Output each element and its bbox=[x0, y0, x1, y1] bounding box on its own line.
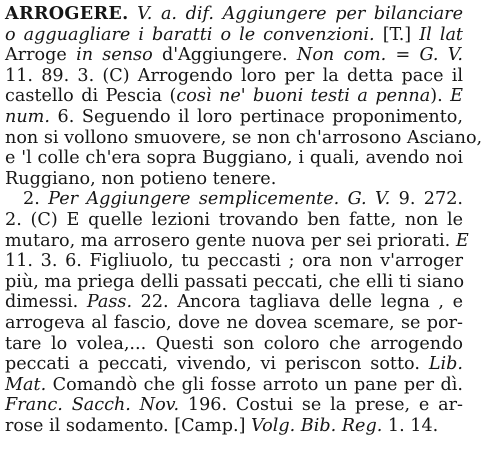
entry-text: peccati a peccati, vivendo, vi periscon sotto. bbox=[5, 354, 429, 375]
italic-text: Volg. Bib. Reg. bbox=[251, 415, 383, 436]
entry-text: 1. 14. bbox=[382, 415, 439, 436]
headword: ARROGERE. bbox=[5, 3, 129, 24]
entry-text: Arroge bbox=[5, 45, 77, 66]
entry-line bbox=[5, 127, 482, 149]
entry-line bbox=[5, 45, 463, 66]
entry-text: 2. (C) E quelle lezioni trovando ben fatte, non le bbox=[5, 209, 463, 230]
italic-text: così ne' buoni testi a penna bbox=[176, 86, 431, 107]
entry-line bbox=[5, 86, 463, 107]
entry-line bbox=[5, 375, 463, 396]
italic-text: G. V. bbox=[419, 45, 463, 66]
entry-line bbox=[5, 66, 463, 87]
entry-text: più, ma priega delli passati peccati, che elli ti siano bbox=[5, 271, 465, 292]
entry-line bbox=[5, 25, 463, 46]
entry-text: 6. Seguendo il loro pertinace proponimento, bbox=[49, 106, 463, 127]
entry-line bbox=[5, 107, 463, 128]
entry-text: e 'l colle ch'era sopra Buggiano, i quali, avendo noi bbox=[5, 148, 463, 169]
entry-text: non si vollono smuovere, se non ch'arrosono Asciano, bbox=[5, 127, 482, 148]
entry-line bbox=[5, 210, 463, 231]
entry-text: 9. 272. bbox=[390, 189, 463, 210]
entry-text: 11. 89. 3. (C) Arrogendo loro per la detta pace il bbox=[5, 65, 463, 86]
entry-line bbox=[5, 272, 463, 293]
entry-text: ). bbox=[430, 86, 451, 107]
italic-text: Per Aggiungere semplicemente. G. V. bbox=[48, 189, 391, 210]
entry-text: 22. Ancora tagliava delle legna , e bbox=[132, 292, 463, 313]
entry-text: mutaro, ma arrosero gente nuova per sei priorati. bbox=[5, 230, 456, 251]
entry-line bbox=[5, 169, 463, 190]
italic-text: Il lat bbox=[419, 24, 464, 45]
italic-text: in senso bbox=[76, 45, 153, 66]
entry-text: 196. Costui se la prese, e ar- bbox=[179, 395, 463, 416]
italic-text: E bbox=[455, 230, 469, 251]
entry-text: arrogeva al fascio, dove ne dovea scemare, se por- bbox=[5, 312, 463, 333]
entry-text: 11. 3. 6. Figliuolo, tu peccasti ; ora non v'arroger bbox=[5, 251, 463, 272]
italic-text: Non com. bbox=[296, 45, 387, 66]
entry-line bbox=[5, 189, 463, 210]
entry-line bbox=[5, 395, 463, 416]
entry-text: tare lo volea,... Questi son coloro che arrogendo bbox=[5, 333, 463, 354]
entry-line bbox=[5, 354, 463, 375]
italic-text: Lib. bbox=[428, 354, 463, 375]
entry-text: rose il sodamento. [Camp.] bbox=[5, 415, 252, 436]
entry-text: = bbox=[386, 45, 420, 66]
entry-text: d'Aggiungere. bbox=[152, 45, 297, 66]
entry-text: dimessi. bbox=[5, 292, 87, 313]
italic-text: Mat. bbox=[5, 374, 47, 395]
entry-line bbox=[5, 251, 463, 272]
entry-line bbox=[5, 416, 463, 437]
italic-text: E bbox=[450, 86, 463, 107]
entry-line bbox=[5, 334, 463, 355]
entry-line bbox=[5, 230, 469, 252]
entry-text: [T.] bbox=[374, 24, 420, 45]
dictionary-entry-arrogere bbox=[5, 3, 482, 436]
entry-line bbox=[5, 148, 463, 169]
entry-line bbox=[5, 313, 463, 334]
entry-text bbox=[129, 4, 138, 24]
entry-line bbox=[5, 4, 463, 25]
entry-text: Ruggiano, non potieno tenere. bbox=[5, 168, 277, 189]
entry-text: castello di Pescia ( bbox=[5, 86, 177, 107]
italic-text: num. bbox=[5, 106, 50, 127]
entry-text: 2. bbox=[23, 189, 49, 210]
italic-text: Pass. bbox=[86, 292, 133, 313]
entry-text: Comandò che gli fosse arroto un pane per dì. bbox=[46, 374, 463, 395]
italic-text: o agguagliare i baratti o le convenzioni. bbox=[5, 24, 375, 45]
entry-line bbox=[5, 292, 463, 313]
italic-text: Franc. Sacch. Nov. bbox=[5, 395, 180, 416]
italic-text: V. a. dif. Aggiungere per bilanciare bbox=[137, 4, 463, 24]
